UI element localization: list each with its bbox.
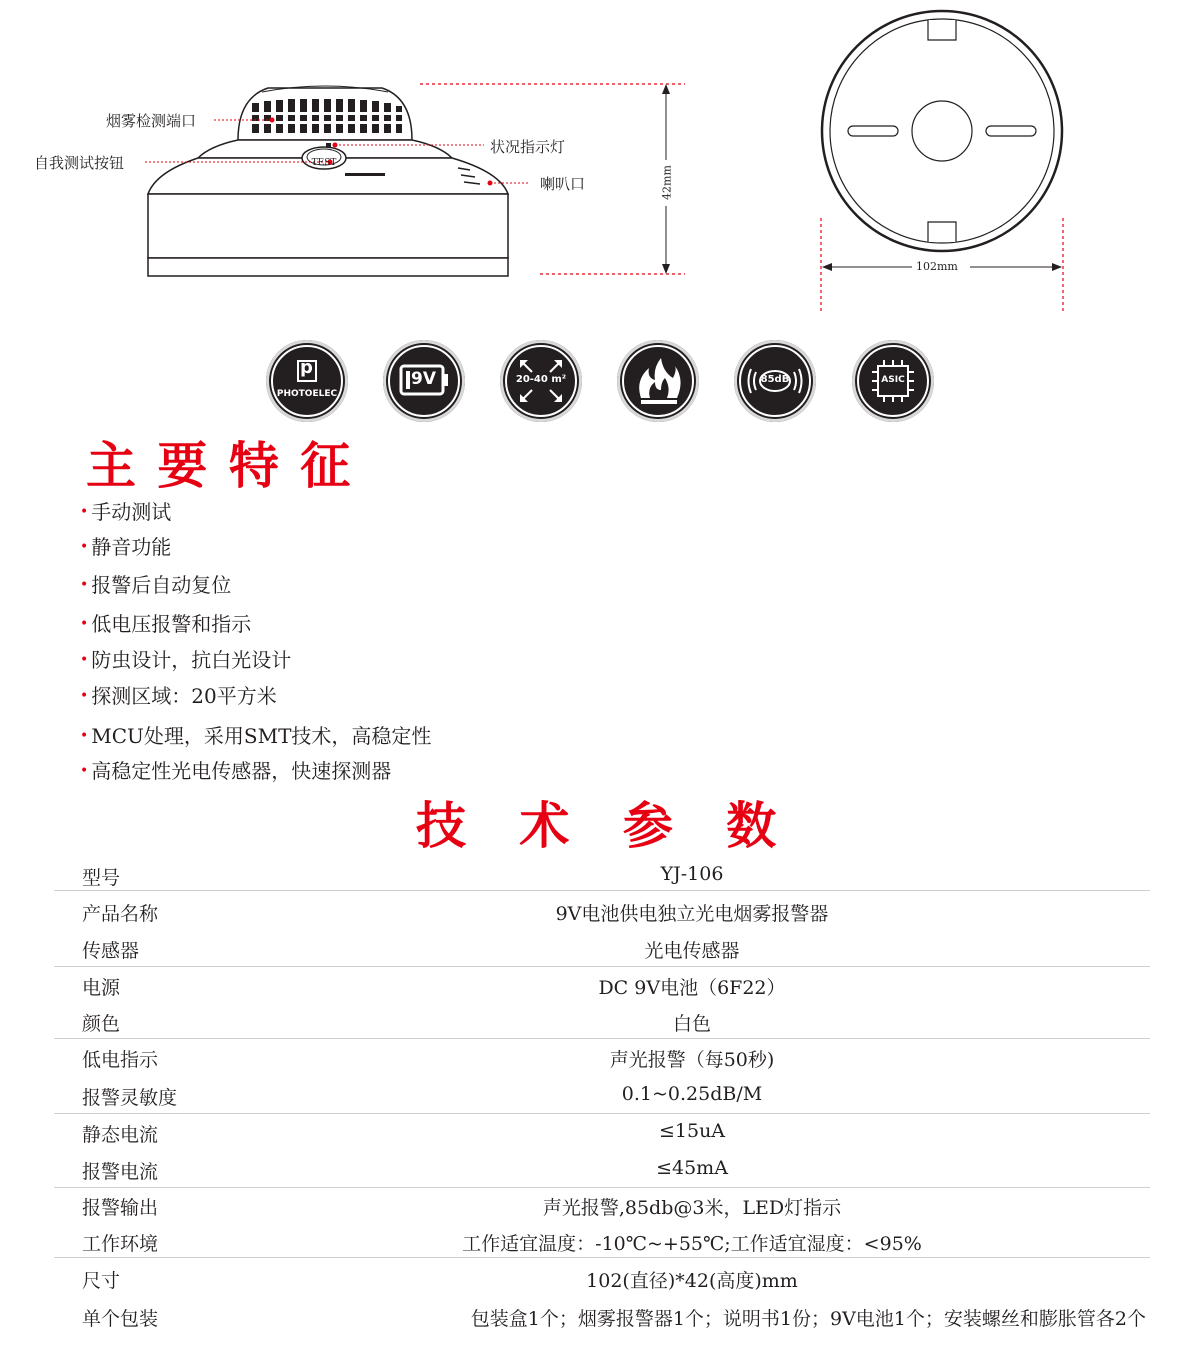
feature-item: • 静音功能 — [80, 535, 172, 559]
spec-label: 尺寸 — [82, 1270, 121, 1292]
spec-label: 报警电流 — [82, 1161, 159, 1183]
feature-text: 报警后自动复位 — [91, 573, 232, 597]
feature-item: • 高稳定性光电传感器，快速探测器 — [80, 759, 392, 783]
spec-label: 电源 — [82, 977, 121, 999]
height-dimension-label: 42mm — [660, 165, 674, 200]
sound-85db-icon — [734, 340, 816, 422]
battery-9v-icon — [383, 340, 465, 422]
feature-item: • MCU处理，采用SMT技术，高稳定性 — [80, 724, 432, 748]
feature-text: 高稳定性光电传感器，快速探测器 — [91, 759, 392, 783]
area-icon — [500, 340, 582, 422]
callout-smoke-port: 烟雾检测端口 — [106, 112, 197, 130]
spec-value: 光电传感器 — [644, 940, 740, 962]
specs-title: 技 术 参 数 — [416, 797, 795, 855]
photoelec-glyph: p — [300, 357, 313, 378]
sound-85db-label: 85dB — [760, 374, 790, 385]
feature-text: 探测区域：20平方米 — [91, 684, 277, 708]
feature-item: • 探测区域：20平方米 — [80, 684, 277, 708]
table-row — [54, 1114, 1150, 1150]
table-row — [54, 857, 1150, 893]
photoelec-icon — [266, 340, 348, 422]
table-row — [54, 1151, 1150, 1187]
spec-value: 9V电池供电独立光电烟雾报警器 — [555, 903, 829, 925]
table-row — [54, 1260, 1150, 1296]
asic-label: ASIC — [881, 375, 905, 385]
feature-text: MCU处理，采用SMT技术，高稳定性 — [91, 724, 432, 748]
callout-self-test: 自我测试按钮 — [34, 154, 125, 172]
photoelec-label: PHOTOELEC — [276, 389, 338, 399]
features-title: 主 要 特 征 — [86, 437, 353, 495]
feature-text: 静音功能 — [91, 535, 172, 559]
feature-item: • 防虫设计，抗白光设计 — [80, 648, 292, 672]
table-row — [54, 1298, 1150, 1334]
spec-label: 产品名称 — [82, 903, 159, 925]
spec-label: 低电指示 — [82, 1049, 159, 1071]
product-side-view — [0, 0, 700, 300]
feature-text: 低电压报警和指示 — [91, 612, 252, 636]
callout-speaker: 喇叭口 — [540, 175, 586, 193]
test-button — [308, 150, 340, 169]
test-button-label: TEST — [311, 158, 337, 168]
asic-chip-icon — [852, 340, 934, 422]
area-label: 20-40 m² — [515, 374, 567, 385]
spec-value: 0.1~0.25dB/M — [621, 1083, 763, 1105]
spec-value: 白色 — [672, 1013, 711, 1035]
spec-value: 包装盒1个；烟雾报警器1个；说明书1份；9V电池1个；安装螺丝和膨胀管各2个 — [470, 1308, 1146, 1330]
spec-value: 声光报警（每50秒) — [609, 1049, 775, 1071]
spec-label: 报警输出 — [82, 1197, 159, 1219]
feature-item: • 低电压报警和指示 — [80, 612, 252, 636]
row-divider — [54, 890, 1150, 891]
spec-value: 工作适宜温度：-10℃~+55℃;工作适宜湿度：<95% — [462, 1233, 922, 1255]
battery-9v-label: 9V — [411, 369, 436, 389]
smoke-detector-side-drawing — [0, 0, 700, 300]
flame-icon — [617, 340, 699, 422]
row-divider — [54, 1257, 1150, 1258]
feature-text: 手动测试 — [91, 500, 172, 524]
feature-item: • 报警后自动复位 — [80, 573, 232, 597]
spec-label: 静态电流 — [82, 1124, 159, 1146]
table-row — [54, 1003, 1150, 1039]
table-row — [54, 930, 1150, 966]
spec-label: 型号 — [82, 867, 121, 889]
diameter-dimension-label: 102mm — [916, 260, 958, 273]
table-row — [54, 1187, 1150, 1223]
spec-label: 传感器 — [82, 940, 140, 962]
spec-label: 报警灵敏度 — [82, 1087, 178, 1109]
table-row — [54, 893, 1150, 929]
spec-value: 102(直径)*42(高度)mm — [586, 1270, 798, 1292]
feature-text: 防虫设计，抗白光设计 — [91, 648, 292, 672]
spec-value: 声光报警,85db@3米，LED灯指示 — [542, 1197, 842, 1219]
feature-item: • 手动测试 — [80, 500, 172, 524]
table-row — [54, 1223, 1150, 1259]
spec-label: 工作环境 — [82, 1233, 159, 1255]
spec-label: 单个包装 — [82, 1308, 159, 1330]
spec-label: 颜色 — [82, 1013, 121, 1035]
spec-value: DC 9V电池（6F22） — [598, 977, 786, 999]
table-row — [54, 1077, 1150, 1113]
spec-value: YJ-106 — [660, 863, 724, 885]
table-row — [54, 967, 1150, 1003]
table-row — [54, 1039, 1150, 1075]
spec-value: ≤45mA — [656, 1157, 728, 1179]
spec-value: ≤15uA — [658, 1120, 726, 1142]
callout-status-led: 状况指示灯 — [490, 138, 566, 156]
